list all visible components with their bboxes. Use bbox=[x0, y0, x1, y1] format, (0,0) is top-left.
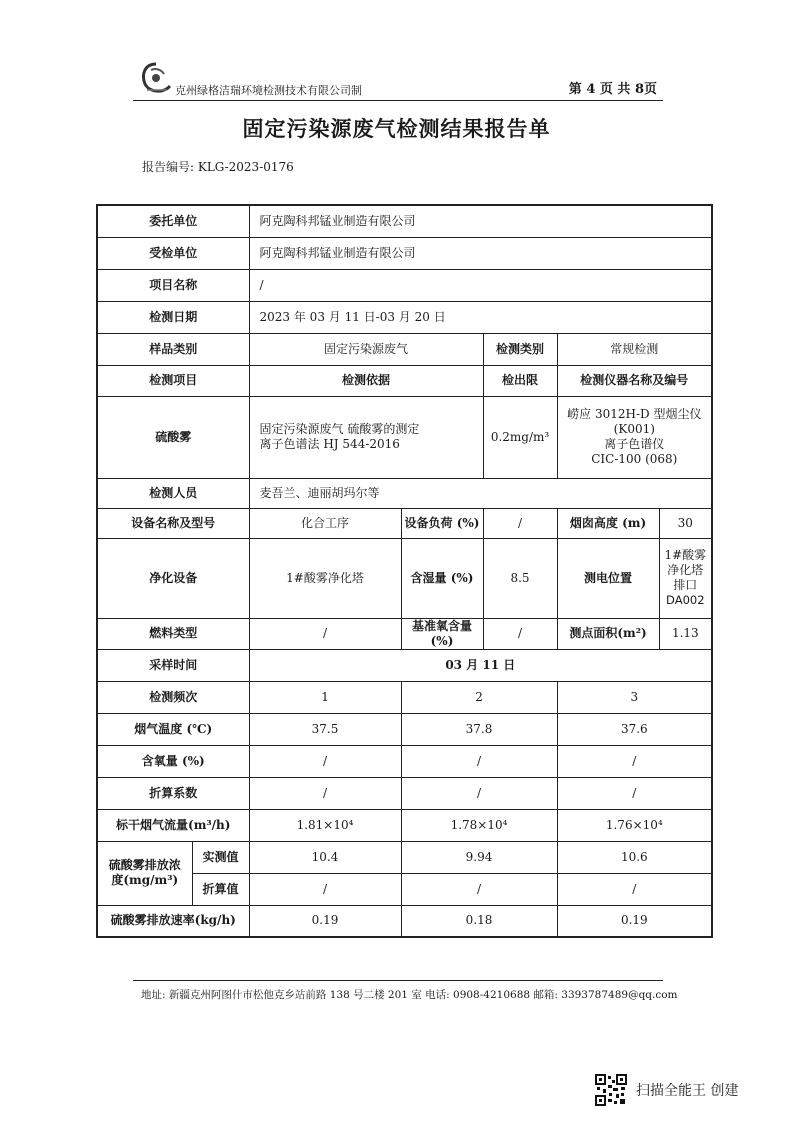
row-fuel bbox=[97, 618, 712, 649]
row-item-header bbox=[97, 365, 712, 396]
stack-height-value: 30 bbox=[659, 508, 712, 538]
basis-value bbox=[249, 396, 483, 478]
point-line-2: 净化塔 bbox=[667, 563, 704, 578]
instrument-line-2: (K001) bbox=[613, 422, 655, 436]
row-rate bbox=[97, 905, 712, 937]
factor-3: / bbox=[557, 777, 712, 809]
row-oxygen bbox=[97, 745, 712, 777]
concentration-label bbox=[97, 841, 192, 905]
test-type-label: 检测类别 bbox=[483, 333, 557, 365]
concentration-label-line-2: 度(mg/m³) bbox=[111, 873, 179, 887]
row-item bbox=[97, 396, 712, 478]
converted-3: / bbox=[557, 873, 712, 905]
row-equipment bbox=[97, 508, 712, 538]
project-label: 项目名称 bbox=[97, 269, 249, 301]
frequency-2: 2 bbox=[401, 681, 557, 713]
rate-label: 硫酸雾排放速率(kg/h) bbox=[97, 905, 249, 937]
flow-1: 1.81×10⁴ bbox=[249, 809, 401, 841]
rate-1: 0.19 bbox=[249, 905, 401, 937]
row-factor bbox=[97, 777, 712, 809]
item-label: 检测项目 bbox=[97, 365, 249, 396]
client-value: 阿克陶科邦锰业制造有限公司 bbox=[249, 205, 712, 237]
converted-label: 折算值 bbox=[192, 873, 249, 905]
basis-label: 检测依据 bbox=[249, 365, 483, 396]
sampling-time-label: 采样时间 bbox=[97, 649, 249, 681]
equipment-label: 设备名称及型号 bbox=[97, 508, 249, 538]
instrument-line-4: CIC-100 (068) bbox=[591, 452, 678, 466]
instrument-label: 检测仪器名称及编号 bbox=[557, 365, 712, 396]
personnel-value: 麦吾兰、迪丽胡玛尔等 bbox=[249, 478, 712, 508]
area-label: 测点面积(m²) bbox=[557, 618, 659, 649]
fuel-value: / bbox=[249, 618, 401, 649]
flow-2: 1.78×10⁴ bbox=[401, 809, 557, 841]
item-value: 硫酸雾 bbox=[97, 396, 249, 478]
area-value: 1.13 bbox=[659, 618, 712, 649]
sample-type-label: 样品类别 bbox=[97, 333, 249, 365]
report-number: 报告编号: KLG-2023-0176 bbox=[142, 160, 294, 174]
row-client bbox=[97, 205, 712, 237]
basis-line-1: 固定污染源废气 硫酸雾的测定 bbox=[259, 422, 420, 436]
instrument-line-1: 崂应 3012H-D 型烟尘仪 bbox=[567, 407, 702, 421]
factor-label: 折算系数 bbox=[97, 777, 249, 809]
limit-label: 检出限 bbox=[483, 365, 557, 396]
rate-3: 0.19 bbox=[557, 905, 712, 937]
limit-value: 0.2mg/m³ bbox=[483, 396, 557, 478]
oxygen-2: / bbox=[401, 745, 557, 777]
measured-1: 10.4 bbox=[249, 841, 401, 873]
purifier-label: 净化设备 bbox=[97, 538, 249, 618]
fuel-label: 燃料类型 bbox=[97, 618, 249, 649]
converted-1: / bbox=[249, 873, 401, 905]
row-project bbox=[97, 269, 712, 301]
load-value: / bbox=[483, 508, 557, 538]
ref-o2-label: 基准氧含量(%) bbox=[401, 618, 483, 649]
header-divider bbox=[133, 100, 663, 101]
row-frequency bbox=[97, 681, 712, 713]
company-name: 克州绿格洁瑞环境检测技术有限公司制 bbox=[175, 84, 362, 97]
factor-2: / bbox=[401, 777, 557, 809]
instrument-line-3: 离子色谱仪 bbox=[604, 437, 665, 451]
footer-contact: 地址: 新疆克州阿图什市松他克乡站前路 138 号二楼 201 室 电话: 0908-4210688 邮箱: 3393787489@qq.com bbox=[141, 989, 678, 1001]
converted-2: / bbox=[401, 873, 557, 905]
load-label: 设备负荷 (%) bbox=[401, 508, 483, 538]
row-temperature bbox=[97, 713, 712, 745]
oxygen-1: / bbox=[249, 745, 401, 777]
point-line-3: 排口 bbox=[673, 578, 698, 593]
row-flow bbox=[97, 809, 712, 841]
frequency-3: 3 bbox=[557, 681, 712, 713]
temperature-3: 37.6 bbox=[557, 713, 712, 745]
inspected-value: 阿克陶科邦锰业制造有限公司 bbox=[249, 237, 712, 269]
date-value: 2023 年 03 月 11 日-03 月 20 日 bbox=[249, 301, 712, 333]
oxygen-3: / bbox=[557, 745, 712, 777]
point-line-1: 1#酸雾 bbox=[664, 548, 707, 563]
ref-o2-value: / bbox=[483, 618, 557, 649]
frequency-label: 检测频次 bbox=[97, 681, 249, 713]
row-date bbox=[97, 301, 712, 333]
date-label: 检测日期 bbox=[97, 301, 249, 333]
point-label: 测电位置 bbox=[557, 538, 659, 618]
point-value bbox=[659, 538, 712, 618]
measured-2: 9.94 bbox=[401, 841, 557, 873]
sampling-time-value: 03 月 11 日 bbox=[249, 649, 712, 681]
footer-divider bbox=[133, 980, 663, 981]
temperature-1: 37.5 bbox=[249, 713, 401, 745]
flow-label: 标干烟气流量(m³/h) bbox=[97, 809, 249, 841]
purifier-value: 1#酸雾净化塔 bbox=[249, 538, 401, 618]
instrument-value bbox=[557, 396, 712, 478]
humidity-value: 8.5 bbox=[483, 538, 557, 618]
rate-2: 0.18 bbox=[401, 905, 557, 937]
row-measured bbox=[97, 841, 712, 873]
humidity-label: 含湿量 (%) bbox=[401, 538, 483, 618]
measured-3: 10.6 bbox=[557, 841, 712, 873]
client-label: 委托单位 bbox=[97, 205, 249, 237]
basis-line-2: 离子色谱法 HJ 544-2016 bbox=[259, 437, 400, 451]
qr-code-icon bbox=[595, 1074, 627, 1106]
personnel-label: 检测人员 bbox=[97, 478, 249, 508]
page-number: 第 4 页 共 8页 bbox=[568, 82, 657, 97]
measured-label: 实测值 bbox=[192, 841, 249, 873]
frequency-1: 1 bbox=[249, 681, 401, 713]
equipment-value: 化合工序 bbox=[249, 508, 401, 538]
temperature-label: 烟气温度 (℃) bbox=[97, 713, 249, 745]
concentration-label-line-1: 硫酸雾排放浓 bbox=[108, 858, 181, 872]
result-table bbox=[96, 204, 713, 938]
project-value: / bbox=[249, 269, 712, 301]
factor-1: / bbox=[249, 777, 401, 809]
temperature-2: 37.8 bbox=[401, 713, 557, 745]
oxygen-label: 含氧量 (%) bbox=[97, 745, 249, 777]
company-logo-icon bbox=[137, 60, 175, 96]
sample-type-value: 固定污染源废气 bbox=[249, 333, 483, 365]
scanner-text: 扫描全能王 创建 bbox=[636, 1083, 739, 1099]
row-sampling-time bbox=[97, 649, 712, 681]
flow-3: 1.76×10⁴ bbox=[557, 809, 712, 841]
row-inspected bbox=[97, 237, 712, 269]
page-header bbox=[133, 60, 663, 100]
stack-height-label: 烟囱高度 (m) bbox=[557, 508, 659, 538]
test-type-value: 常规检测 bbox=[557, 333, 712, 365]
report-title: 固定污染源废气检测结果报告单 bbox=[242, 116, 551, 141]
row-purifier bbox=[97, 538, 712, 618]
point-line-4: DA002 bbox=[666, 593, 705, 608]
row-personnel bbox=[97, 478, 712, 508]
inspected-label: 受检单位 bbox=[97, 237, 249, 269]
row-sample-type bbox=[97, 333, 712, 365]
